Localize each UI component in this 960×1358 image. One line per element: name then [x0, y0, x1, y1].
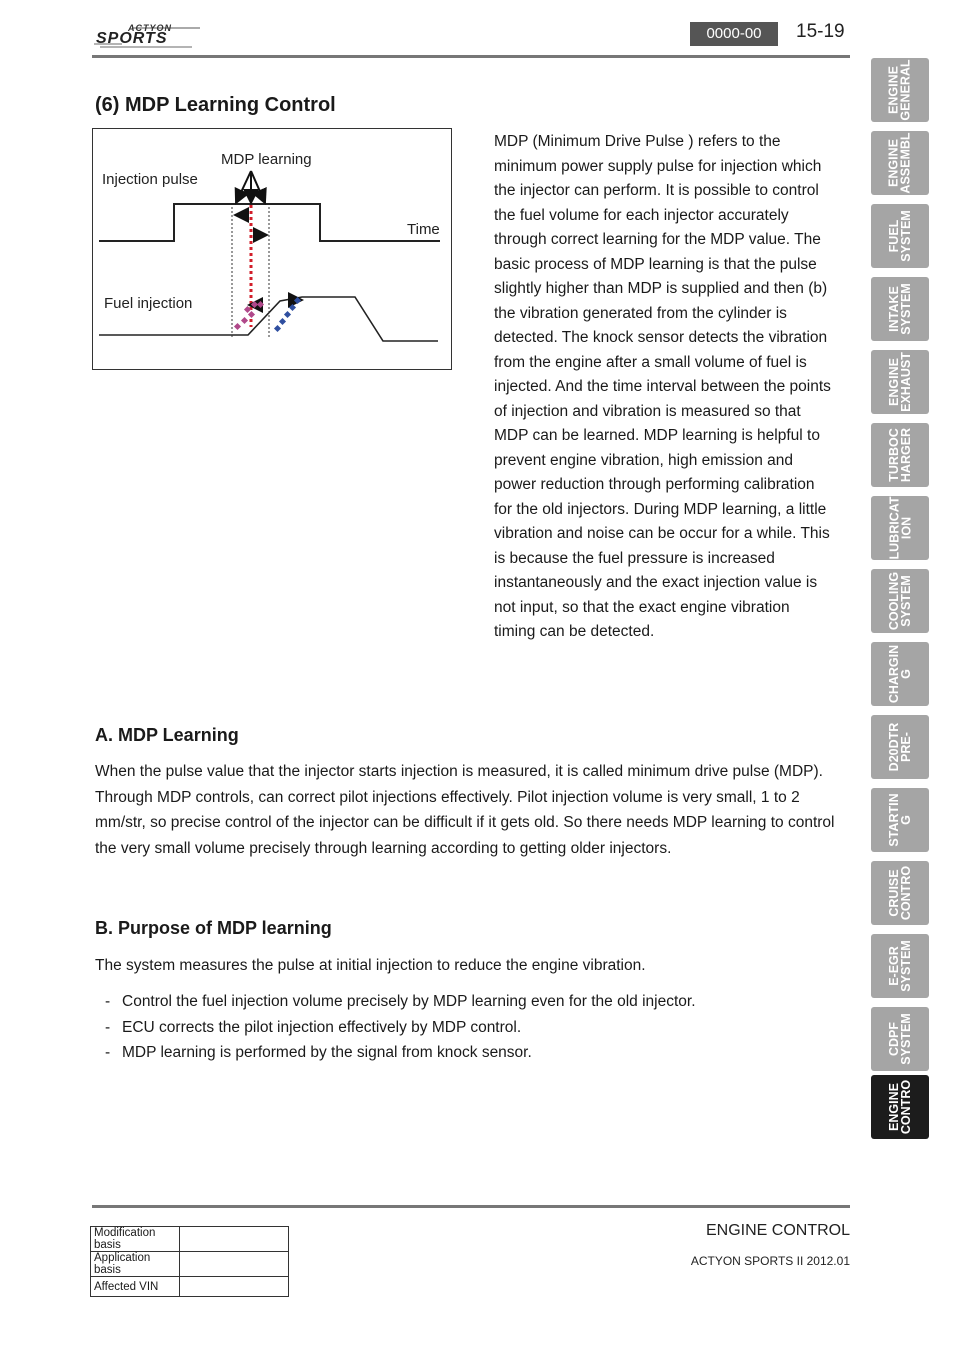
section-a-title: A. MDP Learning: [95, 725, 239, 745]
label-time: Time: [407, 221, 440, 238]
list-item-text: Control the fuel injection volume precisely by MDP learning even for the old injector.: [122, 993, 696, 1010]
tab-fuel-system[interactable]: FUEL SYSTEM: [871, 204, 929, 268]
footer-model-info: ACTYON SPORTS II 2012.01: [690, 1254, 850, 1268]
tab-intake-system[interactable]: INTAKE SYSTEM: [871, 277, 929, 341]
tab-engine-general[interactable]: ENGINE GENERAL: [871, 58, 929, 122]
table-row: [91, 1277, 289, 1297]
table-row: [91, 1227, 289, 1252]
tab-turbocharger[interactable]: TURBOC HARGER: [871, 423, 929, 487]
table-cell-label: Modification basis: [91, 1227, 180, 1252]
table-cell-value: [180, 1227, 289, 1252]
tab-d20dtr-pre[interactable]: D20DTR PRE-: [871, 715, 929, 779]
tab-lubrication[interactable]: LUBRICAT ION: [871, 496, 929, 560]
purpose-list: [105, 989, 696, 1066]
list-item: - Control the fuel injection volume precisely by MDP learning even for the old injector.: [105, 993, 696, 1010]
intro-paragraph: MDP (Minimum Drive Pulse ) refers to the minimum power supply pulse for injection which the injector can perform. It is possible to control the fuel volume for each injector accurately through correct learning for the MDP value. The basic process of MDP learning is that the pulse slightly higher than MDP is supplied and then (b) the vibration generated from the cylinder is detected. The knock sensor detects the vibration from the engine after a small volume of fuel is injected. And the time interval between the points of injection and vibration is measured so that MDP can be learned. MDP learning is helpful to prevent engine vibration, high emission and power reduction through performing calibration for the old injectors. During MDP learning, a little vibration and noise can be occur for a while. This is because the fuel pressure is increased instantaneously and the exact injection value is not input, so that the exact engine vibration timing can be detected.: [494, 133, 831, 640]
mdp-arrow-left: [236, 171, 251, 203]
label-fuel-injection: Fuel injection: [104, 295, 193, 312]
tab-cooling-system[interactable]: COOLING SYSTEM: [871, 569, 929, 633]
revision-table: [90, 1226, 289, 1297]
table-cell-value: [180, 1252, 289, 1277]
mdp-learning-diagram: [92, 128, 452, 370]
tab-engine-assembly[interactable]: ENGINE ASSEMBL: [871, 131, 929, 195]
tab-e-egr-system[interactable]: E-EGR SYSTEM: [871, 934, 929, 998]
section-b-title: B. Purpose of MDP learning: [95, 918, 332, 938]
doc-code-badge: 0000-00: [690, 22, 778, 46]
list-item: - MDP learning is performed by the signal from knock sensor.: [105, 1044, 532, 1061]
header-divider: [92, 55, 850, 58]
tab-charging[interactable]: CHARGIN G: [871, 642, 929, 706]
list-item-text: MDP learning is performed by the signal from knock sensor.: [122, 1044, 532, 1061]
table-cell-label: Affected VIN: [91, 1277, 180, 1297]
label-injection-pulse: Injection pulse: [102, 171, 198, 188]
logo-main-text: SPORTS: [96, 30, 168, 47]
section-b-body: The system measures the pulse at initial injection to reduce the engine vibration.: [95, 957, 646, 974]
label-mdp-learning: MDP learning: [221, 151, 312, 168]
table-row: [91, 1252, 289, 1277]
footer-divider: [92, 1205, 850, 1208]
page-title: (6) MDP Learning Control: [95, 94, 336, 116]
tab-cdpf-system[interactable]: CDPF SYSTEM: [871, 1007, 929, 1071]
page-number: 15-19: [796, 21, 845, 42]
list-item-text: ECU corrects the pilot injection effectively by MDP control.: [122, 1018, 522, 1036]
tab-cruise-control[interactable]: CRUISE CONTRO: [871, 861, 929, 925]
mdp-arrow-right: [251, 171, 265, 203]
table-cell-value: [180, 1277, 289, 1297]
tab-engine-control[interactable]: ENGINE CONTRO: [871, 1075, 929, 1139]
logo-small-text: ACTYON: [128, 23, 172, 33]
tab-engine-exhaust[interactable]: ENGINE EXHAUST: [871, 350, 929, 414]
list-item: - ECU corrects the pilot injection effectively by MDP control.: [105, 1018, 522, 1036]
footer-section-name: ENGINE CONTROL: [705, 1222, 850, 1239]
section-a-body: When the pulse value that the injector starts injection is measured, it is called minimum drive pulse (MDP). Through MDP controls, can correct pilot injections effectively. Pilot injection volume is very small, 1 to 2 mm/str, so precise control of the injector can be difficult if it gets old. So there needs MDP learning to control the very small volume precisely through learning according to getting older injectors.: [95, 763, 835, 857]
tab-starting[interactable]: STARTIN G: [871, 788, 929, 852]
table-cell-label: Application basis: [91, 1252, 180, 1277]
